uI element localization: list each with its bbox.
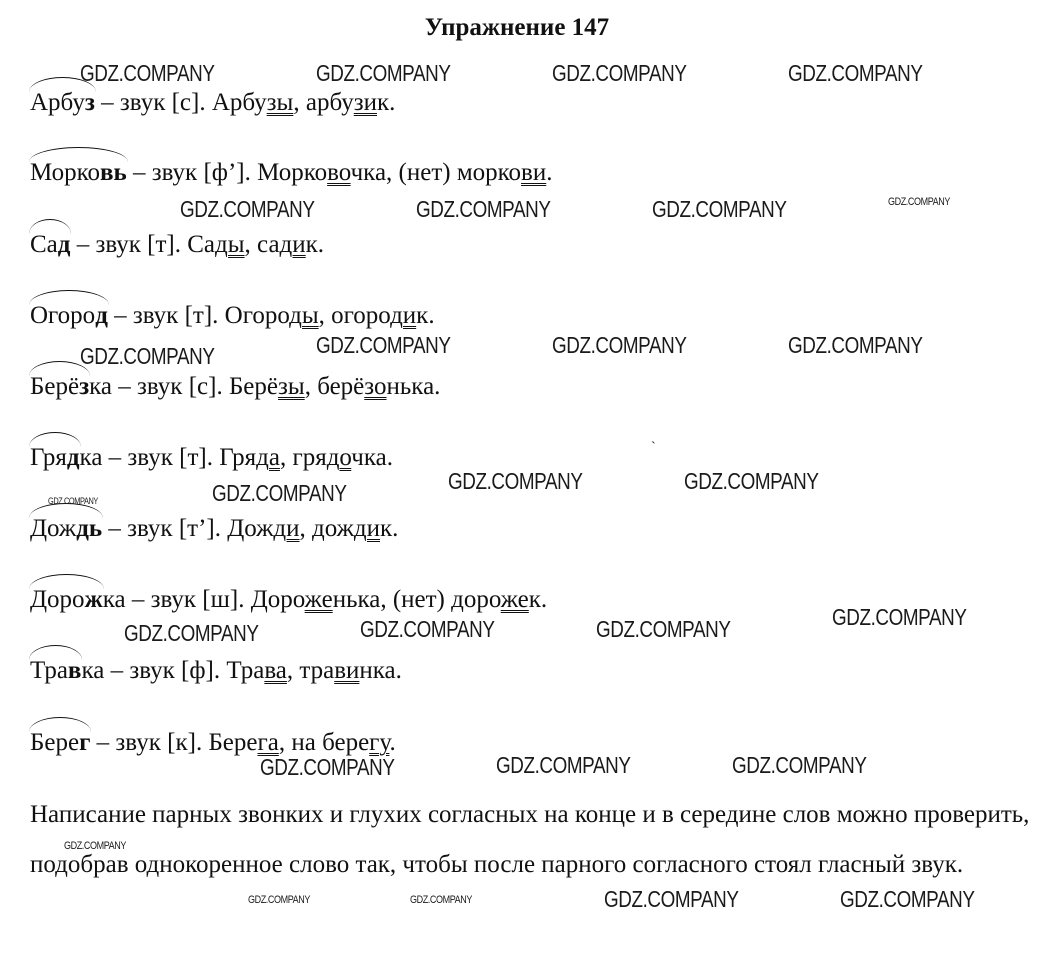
watermark: GDZ.COMPANY [180, 196, 315, 222]
watermark: GDZ.COMPANY [416, 196, 551, 222]
word-root: Гряд [30, 443, 80, 473]
watermark: GDZ.COMPANY [832, 604, 967, 630]
watermark: GDZ.COMPANY [80, 60, 215, 86]
root-arc [29, 717, 91, 732]
watermark: GDZ.COMPANY [260, 754, 395, 780]
watermark: GDZ.COMPANY [552, 60, 687, 86]
word-root: Берег [30, 728, 90, 758]
exercise-title: Упражнение 147 [424, 14, 610, 41]
exercise-line: Огород – звук [т]. Огороды, огородик. [30, 301, 435, 331]
watermark: GDZ.COMPANY [448, 468, 583, 494]
watermark: GDZ.COMPANY [652, 196, 787, 222]
watermark: GDZ.COMPANY [496, 752, 631, 778]
exercise-line: Грядка – звук [т]. Гряда, грядочка. [30, 443, 393, 473]
watermark: GDZ.COMPANY [788, 60, 923, 86]
stray-mark: ` [651, 440, 656, 455]
watermark: GDZ.COMPANY [360, 616, 495, 642]
exercise-line: Дорожка – звук [ш]. Дороженька, (нет) дорожек. [30, 585, 547, 615]
watermark: GDZ.COMPANY [596, 616, 731, 642]
root-arc [29, 219, 71, 234]
watermark: GDZ.COMPANY [840, 886, 975, 912]
word-root: Берёз [30, 372, 89, 402]
root-arc [29, 645, 82, 660]
root-arc [29, 574, 104, 589]
word-root: Сад [30, 230, 70, 260]
word-root: Арбуз [30, 88, 95, 118]
word-root: Трав [30, 656, 81, 686]
word-root: Огород [30, 301, 108, 331]
exercise-line: Травка – звук [ф]. Трава, травинка. [30, 656, 402, 686]
exercise-line: Берёзка – звук [с]. Берёзы, берёзонька. [30, 372, 440, 402]
watermark: GDZ.COMPANY [212, 480, 347, 506]
watermark: GDZ.COMPANY [124, 620, 259, 646]
watermark: GDZ.COMPANY [888, 196, 950, 208]
watermark: GDZ.COMPANY [316, 332, 451, 358]
root-arc [29, 290, 109, 305]
exercise-line: Берег – звук [к]. Берега, на берегу. [30, 728, 396, 758]
watermark: GDZ.COMPANY [48, 496, 98, 506]
exercise-line: Арбуз – звук [с]. Арбузы, арбузик. [30, 88, 395, 118]
watermark: GDZ.COMPANY [316, 60, 451, 86]
watermark: GDZ.COMPANY [410, 894, 472, 906]
root-arc [29, 432, 81, 447]
exercise-line: Сад – звук [т]. Сады, садик. [30, 230, 324, 260]
word-root: Дождь [30, 514, 102, 544]
watermark: GDZ.COMPANY [788, 332, 923, 358]
conclusion-paragraph: Написание парных звонких и глухих согласных на конце и в середине слов можно проверить, подобрав однокоренное слово так, чтобы после парного согласного стоял гласный звук. [30, 801, 1030, 878]
exercise-line: Дождь – звук [т’]. Дожди, дождик. [30, 514, 398, 544]
watermark: GDZ.COMPANY [64, 840, 126, 852]
watermark: GDZ.COMPANY [604, 886, 739, 912]
word-root: Морковь [30, 158, 127, 188]
watermark: GDZ.COMPANY [80, 343, 215, 369]
word-root: Дорож [30, 585, 103, 615]
root-arc [29, 147, 128, 162]
watermark: GDZ.COMPANY [732, 752, 867, 778]
exercise-line: Морковь – звук [ф’]. Морковочка, (нет) моркови. [30, 158, 552, 188]
watermark: GDZ.COMPANY [248, 894, 310, 906]
watermark: GDZ.COMPANY [552, 332, 687, 358]
watermark: GDZ.COMPANY [684, 468, 819, 494]
